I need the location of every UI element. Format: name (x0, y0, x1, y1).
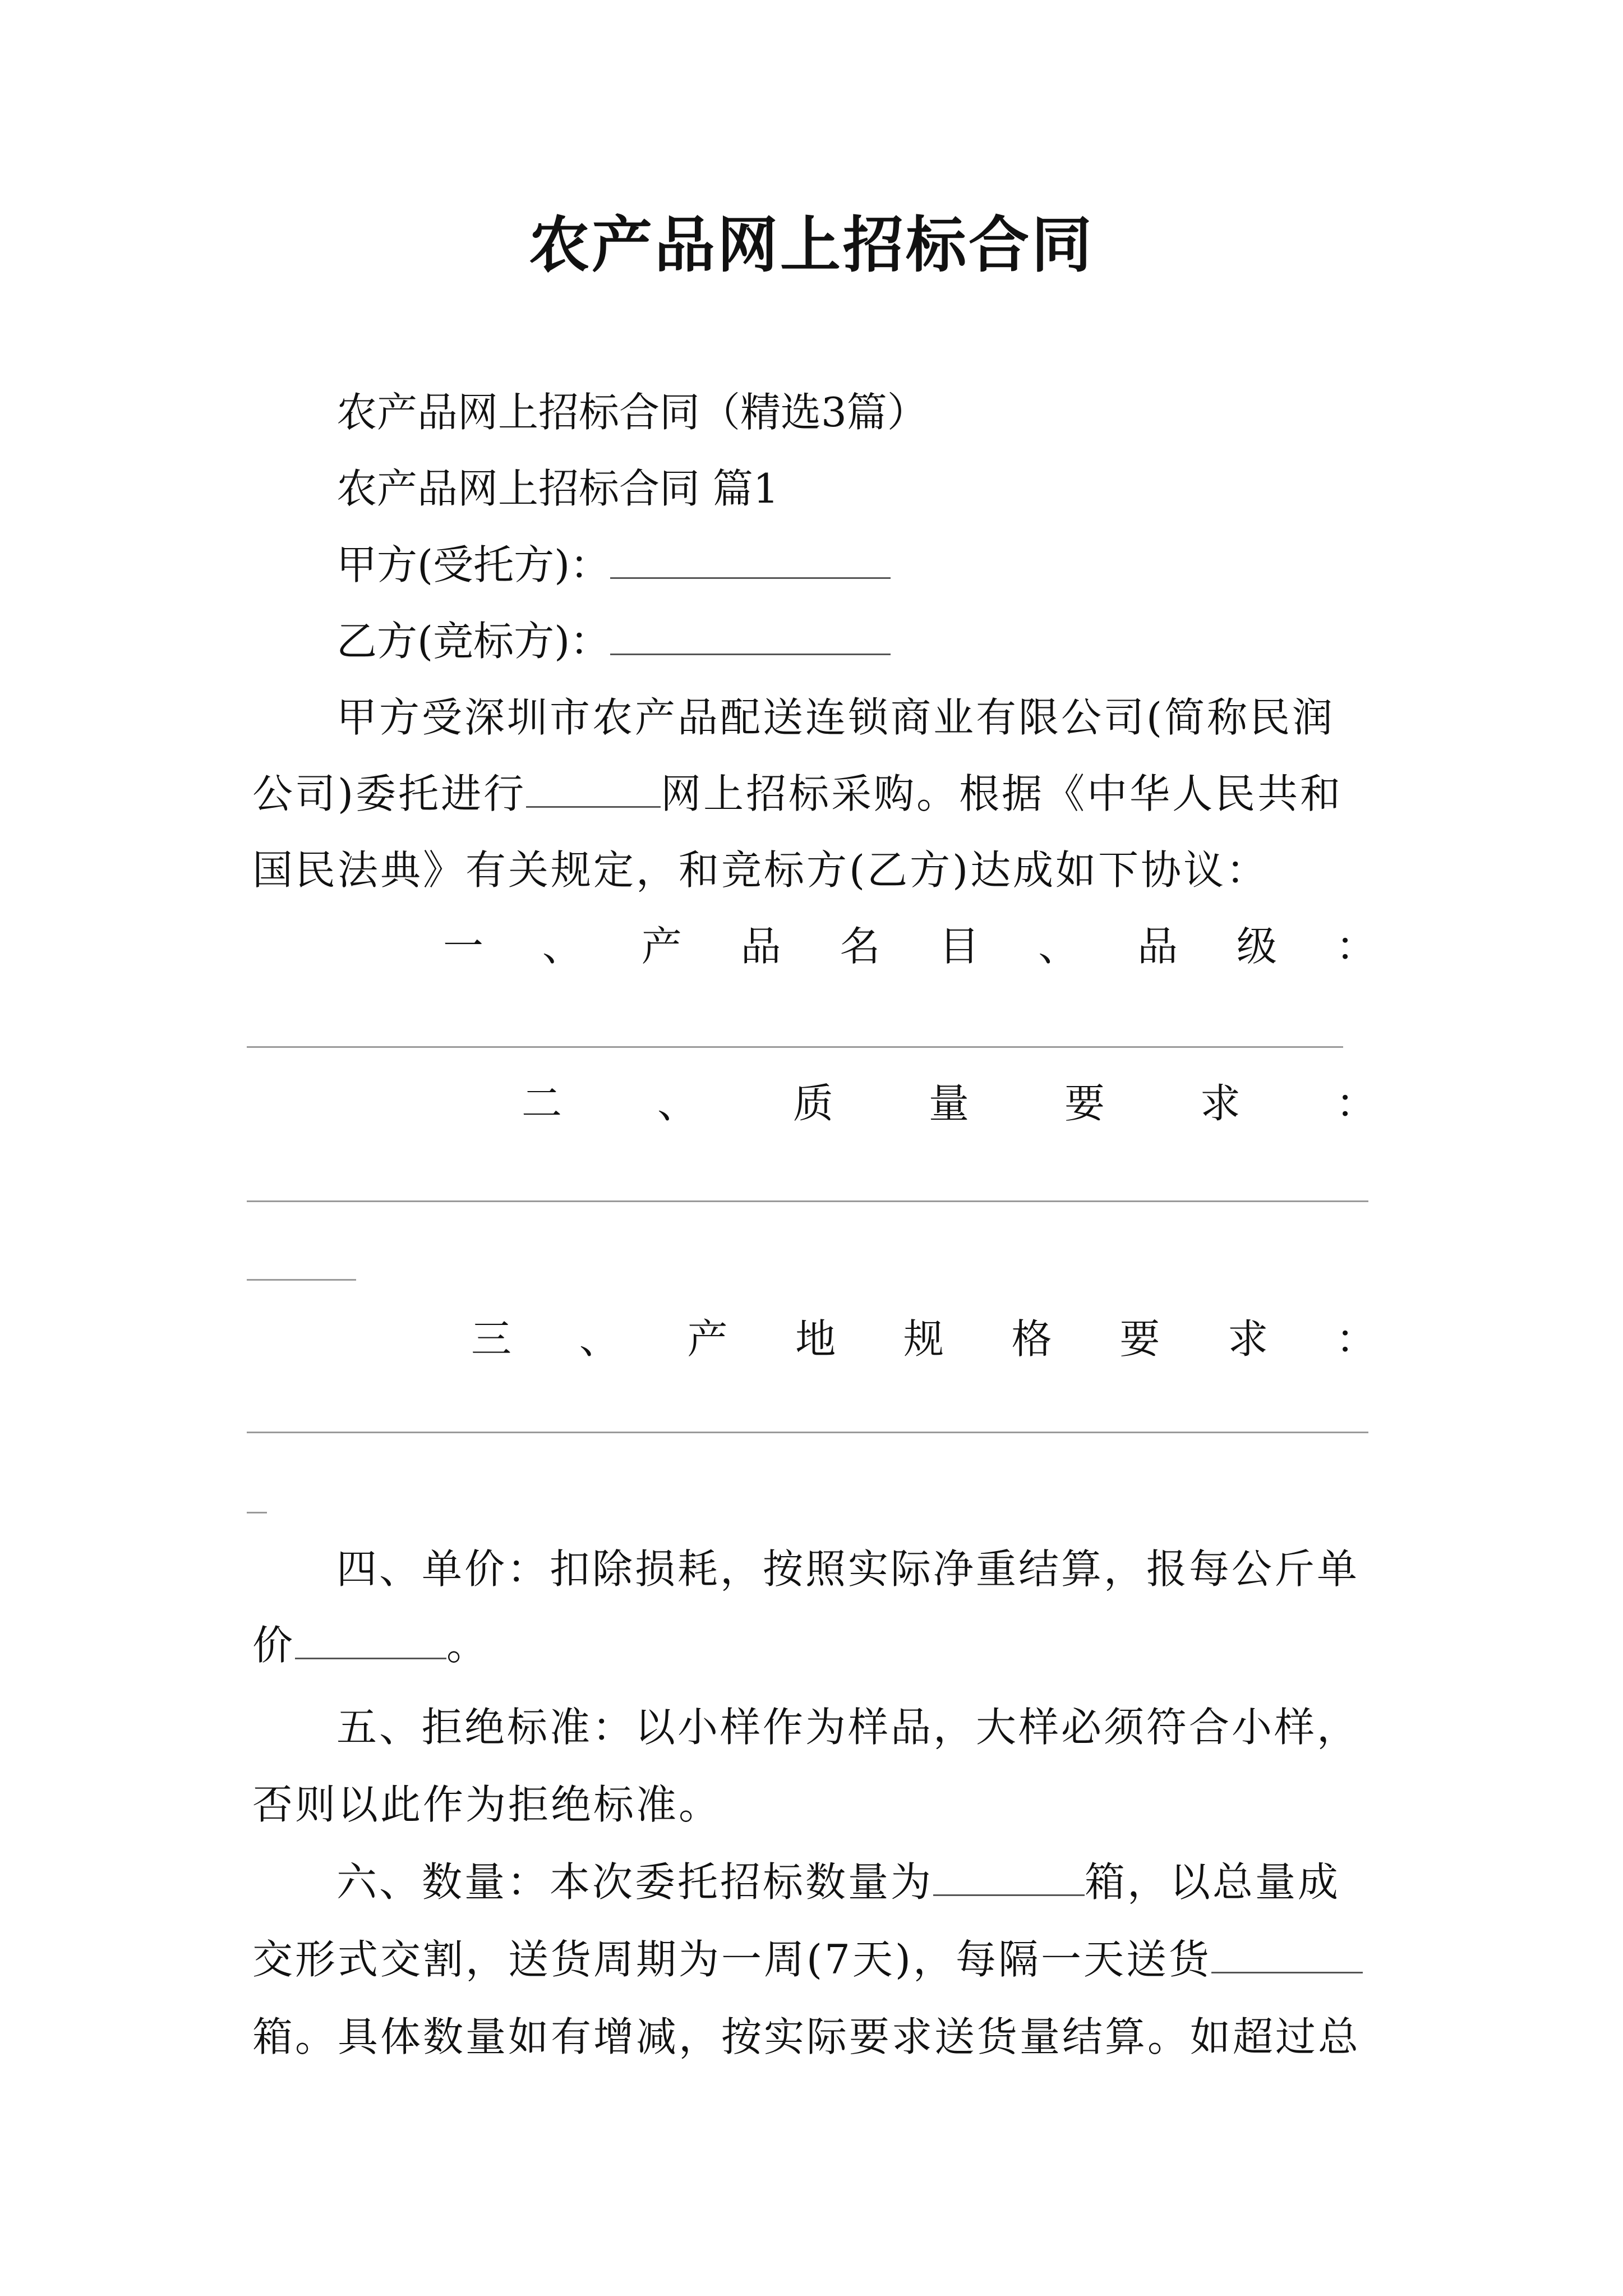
heading-1-char: ： (1335, 923, 1376, 970)
heading-3-char: ： (1335, 1315, 1376, 1363)
purchase-item-blank (526, 772, 661, 808)
party-b-blank (610, 619, 891, 655)
section-6-text-1b: 箱，以总量成 (1085, 1858, 1341, 1906)
heading-2-char: ： (1335, 1080, 1376, 1127)
section-2-fill-line (247, 1200, 1368, 1202)
heading-2-char: 、 (657, 1080, 698, 1127)
heading-1-char: 品 (740, 923, 781, 970)
delivery-quantity-blank (1211, 1938, 1363, 1973)
heading-1-char: 、 (1038, 923, 1079, 970)
section-5-line-2 (252, 1779, 1387, 1830)
section-4-text-1: 四、单价：扣除损耗，按照实际净重结算，报每公斤单 (336, 1545, 1360, 1593)
intro-text-2b: 网上招标采购。根据《中华人民共和 (661, 770, 1343, 817)
section-2-heading (522, 1078, 1376, 1129)
section-1-fill-line (247, 1046, 1343, 1048)
heading-1-char: 品 (1137, 923, 1178, 970)
heading-3-char: 、 (579, 1315, 620, 1363)
heading-1-char: 、 (542, 923, 583, 970)
heading-2-char: 要 (1064, 1080, 1105, 1127)
section-4-text-2a: 价 (252, 1622, 296, 1669)
section-3-fill-line (247, 1432, 1368, 1433)
intro-line-1 (336, 692, 1387, 743)
section-6-text-2: 交形式交割，送货周期为一周(7天)，每隔一天送货 (252, 1936, 1211, 1983)
intro-line-2 (252, 769, 1387, 819)
heading-2-char: 求 (1200, 1080, 1241, 1127)
heading-1-char: 级 (1237, 923, 1278, 970)
subtitle-line (336, 387, 1387, 438)
heading-3-char: 产 (687, 1315, 728, 1363)
section-5-text-2: 否则以此作为拒绝标准。 (252, 1781, 722, 1828)
section-3-fill-line-end (247, 1512, 267, 1513)
section-6-line-1 (336, 1857, 1387, 1907)
heading-1-char: 名 (840, 923, 880, 970)
party-b-line (336, 616, 1387, 666)
section-4-text-2b: 。 (446, 1622, 490, 1669)
section-4-line-1 (336, 1544, 1387, 1594)
section-6-line-2 (252, 1934, 1387, 1985)
heading-2-char: 二 (522, 1080, 562, 1127)
tender-quantity-blank (933, 1860, 1085, 1896)
intro-text-3: 国民法典》有关规定，和竞标方(乙方)达成如下协议： (252, 846, 1269, 894)
party-a-label: 甲方(受托方)： (336, 541, 611, 588)
section-6-text-3: 箱。具体数量如有增减，按实际要求送货量结算。如超过总 (252, 2013, 1361, 2060)
heading-2-char: 质 (792, 1080, 833, 1127)
heading-1-char: 目 (939, 923, 980, 970)
heading-3-char: 地 (795, 1315, 836, 1363)
document-title: 农产品网上招标合同 (528, 210, 1094, 280)
section-1-heading (443, 921, 1376, 972)
heading-3-char: 三 (471, 1315, 512, 1363)
section-4-line-2 (252, 1620, 1387, 1671)
heading-1-char: 产 (641, 923, 682, 970)
section-6-text-1a: 六、数量：本次委托招标数量为 (336, 1858, 934, 1906)
section-6-line-3 (252, 2012, 1387, 2062)
party-b-label: 乙方(竞标方)： (336, 618, 611, 665)
party-a-line (336, 540, 1387, 590)
heading-1-char: 一 (443, 923, 484, 970)
intro-line-3 (252, 845, 1387, 895)
party-a-blank (610, 543, 891, 579)
section-5-line-1 (336, 1702, 1387, 1752)
subtitle-text: 农产品网上招标合同（精选3篇） (336, 389, 928, 436)
section-5-text-1: 五、拒绝标准：以小样作为样品，大样必须符合小样， (336, 1704, 1360, 1751)
heading-3-char: 求 (1228, 1315, 1269, 1363)
heading-3-char: 格 (1011, 1315, 1052, 1363)
section-3-heading (471, 1314, 1376, 1364)
intro-text-1: 甲方受深圳市农产品配送连锁商业有限公司(简称民润 (336, 694, 1335, 741)
part-heading-text: 农产品网上招标合同 篇1 (336, 465, 779, 512)
heading-2-char: 量 (928, 1080, 969, 1127)
unit-price-blank (295, 1623, 446, 1659)
heading-3-char: 要 (1119, 1315, 1160, 1363)
heading-3-char: 规 (903, 1315, 944, 1363)
intro-text-2a: 公司)委托进行 (252, 770, 527, 817)
section-2-fill-line-end (247, 1279, 356, 1281)
part-heading (336, 463, 1387, 514)
